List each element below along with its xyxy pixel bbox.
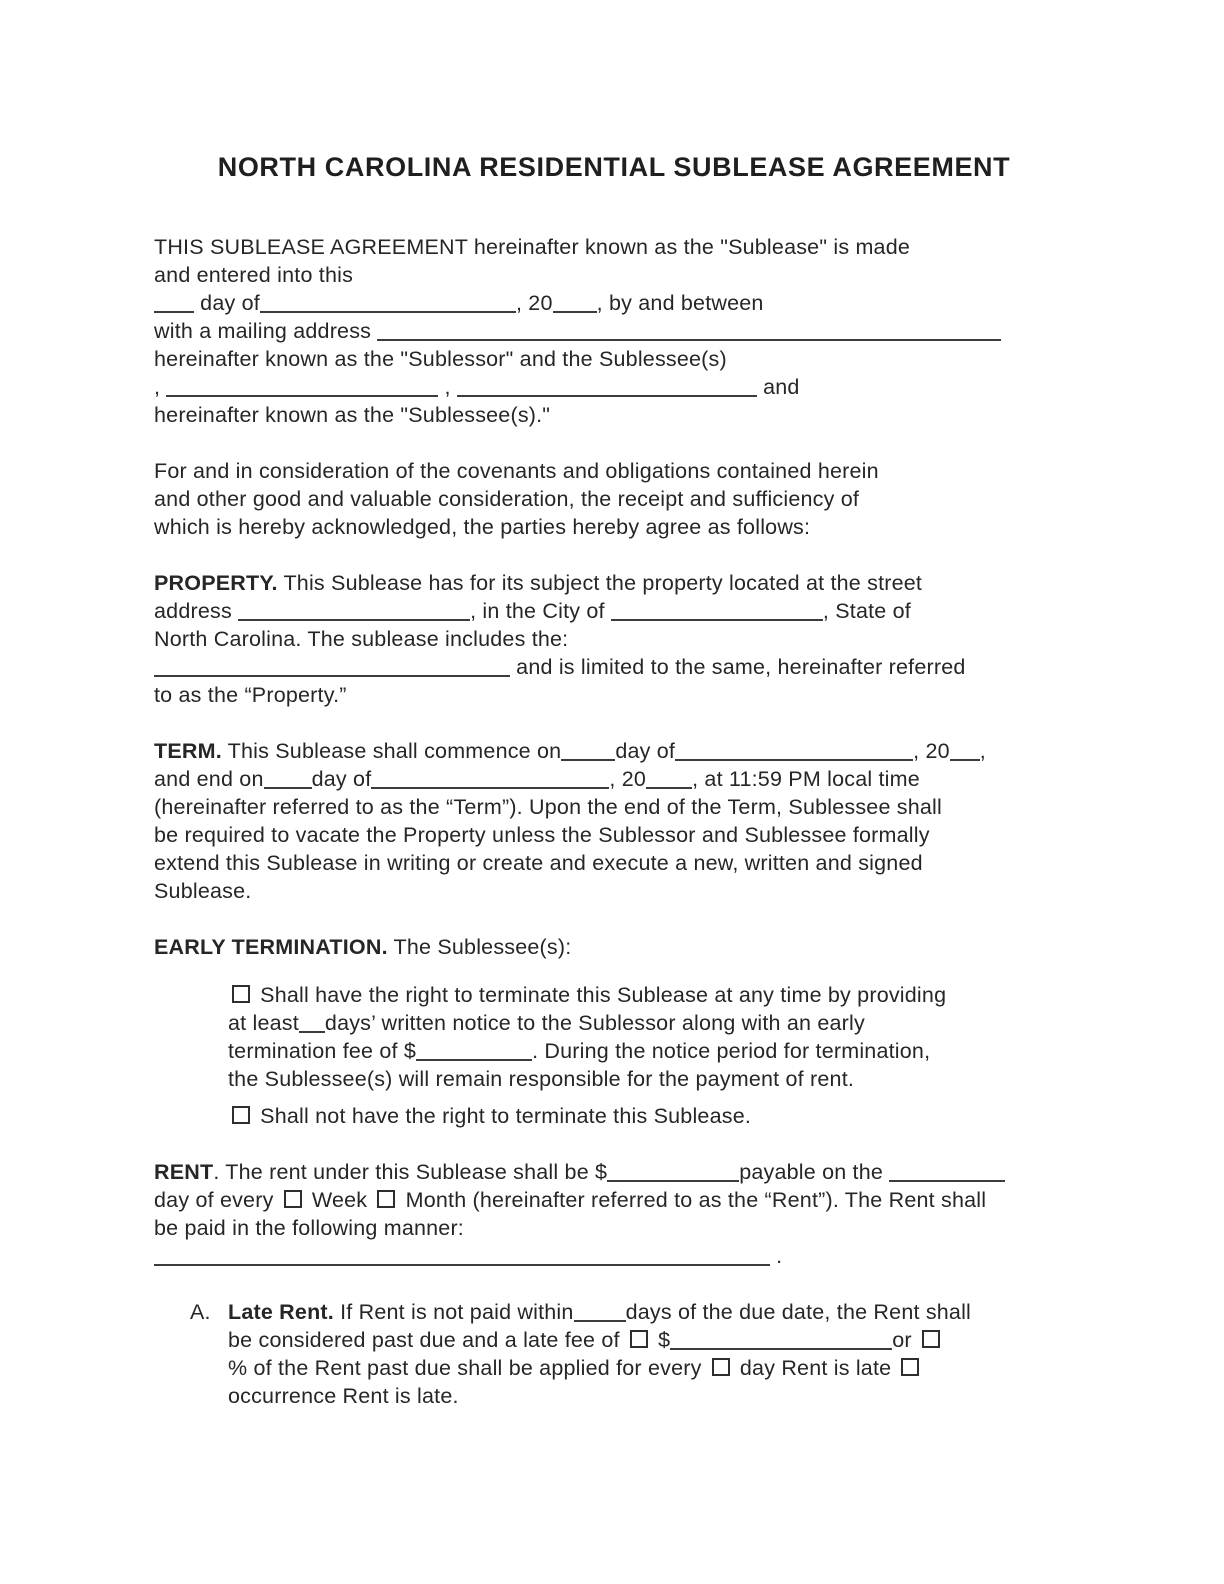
text-run: address: [154, 599, 239, 623]
blank-field[interactable]: [646, 787, 692, 789]
text-run: ,: [438, 375, 457, 399]
document-title: NORTH CAROLINA RESIDENTIAL SUBLEASE AGREEMENT: [217, 152, 1011, 182]
text-run: Late Rent.: [228, 1300, 334, 1324]
text-run: , in the City of: [470, 599, 611, 623]
text-run: termination fee of $: [228, 1039, 417, 1063]
text-run: and entered into this: [154, 263, 354, 287]
text-run: Week: [305, 1188, 374, 1212]
text-run: occurrence Rent is late.: [228, 1384, 459, 1408]
paragraph-term: [154, 737, 1074, 905]
text-run: (hereinafter referred to as the “Term”). Upon the end of the Term, Sublessee shall: [154, 795, 942, 819]
text-run: This Sublease has for its subject the property located at the street: [277, 571, 923, 595]
text-run: PROPERTY.: [154, 571, 278, 595]
paragraph-early-termination-heading: [154, 933, 1074, 961]
text-run: to as the “Property.”: [154, 683, 347, 707]
blank-field[interactable]: [371, 787, 609, 789]
blank-field[interactable]: [166, 395, 438, 397]
text-run: ,: [154, 375, 167, 399]
text-run: Sublease.: [154, 879, 252, 903]
text-run: the Sublessee(s) will remain responsible for the payment of rent.: [228, 1067, 855, 1091]
checkbox-icon[interactable]: [377, 1190, 395, 1208]
text-run: TERM.: [154, 739, 222, 763]
text-run: Shall not have the right to terminate this Sublease.: [254, 1104, 752, 1128]
text-run: day Rent is late: [733, 1356, 898, 1380]
checkbox-icon[interactable]: [232, 1106, 250, 1124]
text-run: at least: [228, 1011, 299, 1035]
text-run: . During the notice period for termination,: [532, 1039, 931, 1063]
checkbox-icon[interactable]: [284, 1190, 302, 1208]
blank-field[interactable]: [154, 675, 510, 677]
text-run: or: [892, 1328, 918, 1352]
text-run: be required to vacate the Property unless the Sublessor and Sublessee formally: [154, 823, 930, 847]
text-run: THIS SUBLEASE AGREEMENT hereinafter known as the "Sublease" is made: [154, 235, 911, 259]
blank-field[interactable]: [611, 619, 823, 621]
text-run: , at 11:59 PM local time: [692, 767, 920, 791]
text-run: Shall have the right to terminate this Sublease at any time by providing: [254, 983, 947, 1007]
text-run: , 20: [609, 767, 647, 791]
checkbox-icon[interactable]: [630, 1330, 648, 1348]
blank-field[interactable]: [154, 1264, 770, 1266]
text-run: which is hereby acknowledged, the parties hereby agree as follows:: [154, 515, 811, 539]
blank-field[interactable]: [670, 1348, 892, 1350]
text-run: day of: [194, 291, 260, 315]
text-run: % of the Rent past due shall be applied for every: [228, 1356, 708, 1380]
text-run: The Sublessee(s):: [387, 935, 572, 959]
blank-field[interactable]: [154, 311, 194, 313]
text-run: $: [651, 1328, 671, 1352]
blank-field[interactable]: [889, 1180, 1005, 1182]
blank-field[interactable]: [607, 1180, 739, 1182]
text-run: North Carolina. The sublease includes the:: [154, 627, 569, 651]
text-run: , by and between: [596, 291, 764, 315]
document-body: [154, 233, 1074, 1410]
text-run: be paid in the following manner:: [154, 1216, 464, 1240]
checkbox-icon[interactable]: [922, 1330, 940, 1348]
text-run: be considered past due and a late fee of: [228, 1328, 626, 1352]
blank-field[interactable]: [561, 759, 615, 761]
paragraph-consideration: [154, 457, 1074, 541]
blank-field[interactable]: [416, 1059, 532, 1061]
text-run: For and in consideration of the covenants and obligations contained herein: [154, 459, 879, 483]
blank-field[interactable]: [574, 1320, 626, 1322]
checkbox-icon[interactable]: [232, 985, 250, 1003]
text-run: payable on the: [739, 1160, 890, 1184]
paragraph-property: [154, 569, 1074, 709]
text-run: If Rent is not paid within: [333, 1300, 574, 1324]
blank-field[interactable]: [377, 339, 1001, 341]
text-run: EARLY TERMINATION.: [154, 935, 388, 959]
blank-field[interactable]: [553, 311, 597, 313]
text-run: and other good and valuable consideration, the receipt and sufficiency of: [154, 487, 860, 511]
checkbox-icon[interactable]: [712, 1358, 730, 1376]
text-run: and end on: [154, 767, 264, 791]
paragraph-late-rent: [228, 1298, 1074, 1410]
checkbox-icon[interactable]: [901, 1358, 919, 1376]
text-run: .: [770, 1244, 783, 1268]
blank-field[interactable]: [675, 759, 913, 761]
late-rent-item: [190, 1298, 1074, 1410]
blank-field[interactable]: [950, 759, 980, 761]
early-termination-option-1: [154, 981, 1074, 1093]
text-run: days’ written notice to the Sublessor along with an early: [324, 1011, 865, 1035]
paragraph-rent: [154, 1158, 1074, 1270]
blank-field[interactable]: [457, 395, 757, 397]
blank-field[interactable]: [260, 311, 516, 313]
text-run: ,: [979, 739, 986, 763]
text-run: , 20: [913, 739, 950, 763]
text-run: day of: [311, 767, 372, 791]
blank-field[interactable]: [264, 787, 312, 789]
text-run: . The rent under this Sublease shall be $: [213, 1160, 608, 1184]
text-run: and: [756, 375, 800, 399]
text-run: hereinafter known as the "Sublessor" and the Sublessee(s): [154, 347, 727, 371]
text-run: This Sublease shall commence on: [221, 739, 562, 763]
text-run: Month (hereinafter referred to as the “Rent”). The Rent shall: [399, 1188, 987, 1212]
paragraph-intro: [154, 233, 1074, 429]
early-termination-option-2: [154, 1102, 1074, 1130]
text-run: day of every: [154, 1188, 280, 1212]
blank-field[interactable]: [238, 619, 470, 621]
text-run: RENT: [154, 1160, 214, 1184]
text-run: , State of: [822, 599, 911, 623]
list-item-marker: A.: [190, 1300, 211, 1324]
text-run: and is limited to the same, hereinafter referred: [510, 655, 966, 679]
text-run: extend this Sublease in writing or create and execute a new, written and signed: [154, 851, 923, 875]
text-run: with a mailing address: [154, 319, 378, 343]
text-run: days of the due date, the Rent shall: [625, 1300, 972, 1324]
text-run: day of: [615, 739, 676, 763]
text-run: hereinafter known as the "Sublessee(s).": [154, 403, 551, 427]
text-run: , 20: [515, 291, 553, 315]
blank-field[interactable]: [299, 1031, 325, 1033]
